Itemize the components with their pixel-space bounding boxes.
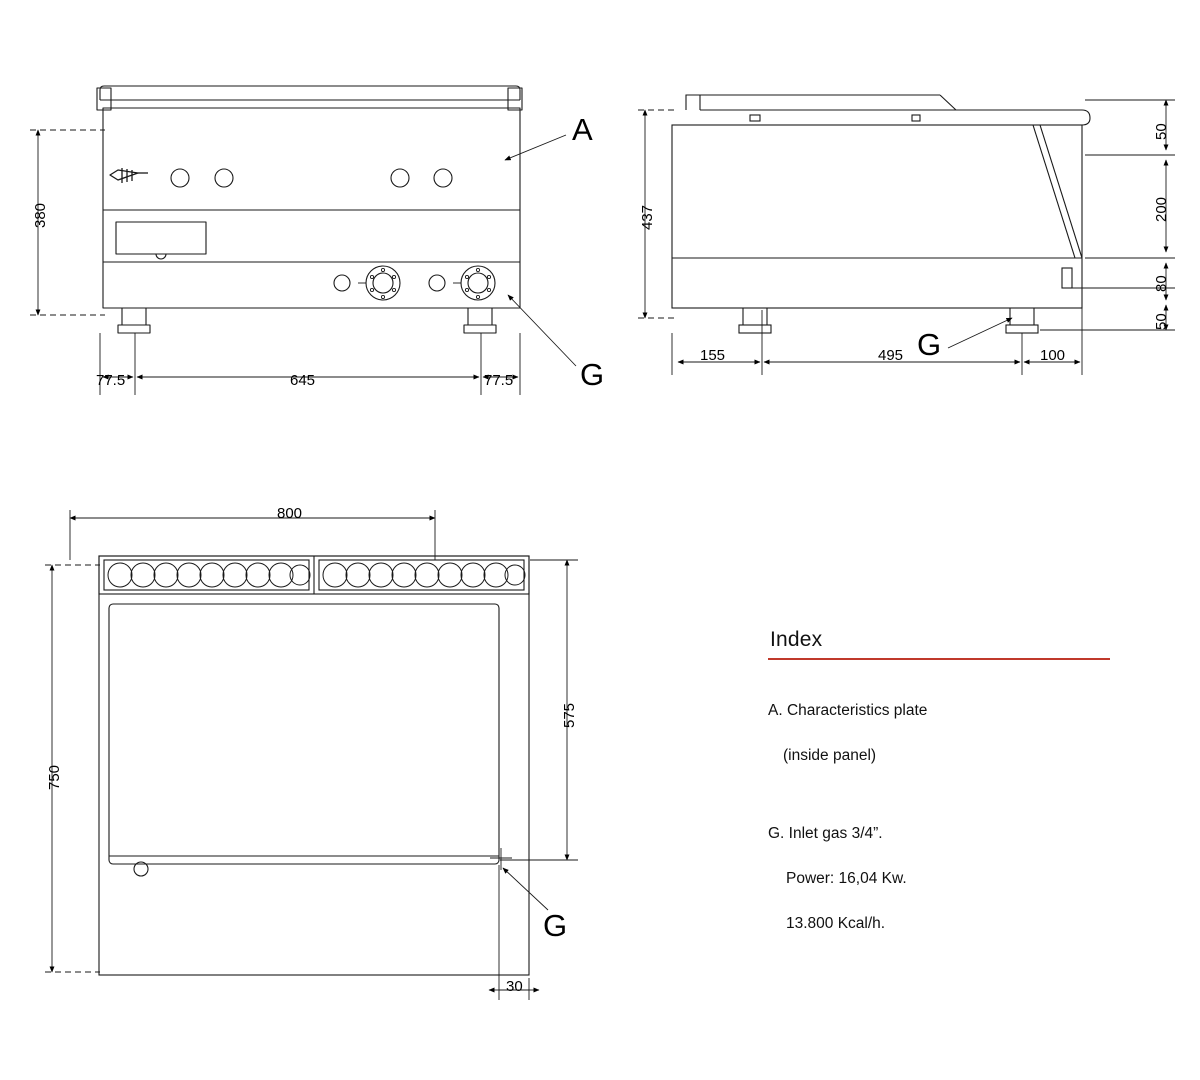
top-view-dimensions <box>45 510 578 1000</box>
callout-g-top: G <box>543 908 568 943</box>
index-entry-a-line-1: A. Characteristics plate <box>768 702 928 720</box>
front-dim-380: 380 <box>32 202 49 228</box>
index-entry-g-line-1: G. Inlet gas 3/4”. <box>768 825 883 843</box>
side-view-dimensions <box>638 100 1175 375</box>
callout-g-side: G <box>917 327 942 362</box>
side-dim-200: 200 <box>1153 196 1170 222</box>
index-divider <box>768 658 1110 660</box>
side-dim-495: 495 <box>878 347 904 364</box>
side-dim-50-top: 50 <box>1153 123 1170 140</box>
index-entry-g <box>768 801 1118 958</box>
front-dim-77-5-left: 77.5 <box>96 372 126 389</box>
front-dim-645: 645 <box>290 372 316 389</box>
callout-g-front: G <box>580 357 605 392</box>
side-dim-437: 437 <box>639 204 656 230</box>
index-entry-g-line-3: 13.800 Kcal/h. <box>786 915 886 933</box>
index-panel <box>768 628 1118 960</box>
top-dim-800: 800 <box>277 505 303 522</box>
index-title: Index <box>770 628 823 651</box>
front-view-geometry <box>97 86 522 333</box>
side-dim-50-bottom: 50 <box>1153 313 1170 330</box>
top-view-geometry <box>99 556 529 975</box>
callout-a-front: A <box>572 112 593 147</box>
index-entry-g-line-2: Power: 16,04 Kw. <box>786 870 907 888</box>
top-dim-575: 575 <box>561 702 578 728</box>
index-entry-a-line-2: (inside panel) <box>783 747 877 764</box>
top-dim-30: 30 <box>506 978 523 995</box>
side-dim-155: 155 <box>700 347 726 364</box>
index-entry-a <box>768 678 1118 790</box>
top-dim-750: 750 <box>46 764 63 790</box>
front-dim-77-5-right: 77.5 <box>484 372 514 389</box>
side-dim-100: 100 <box>1040 347 1066 364</box>
side-view-geometry <box>672 95 1090 333</box>
side-dim-80: 80 <box>1153 275 1170 292</box>
